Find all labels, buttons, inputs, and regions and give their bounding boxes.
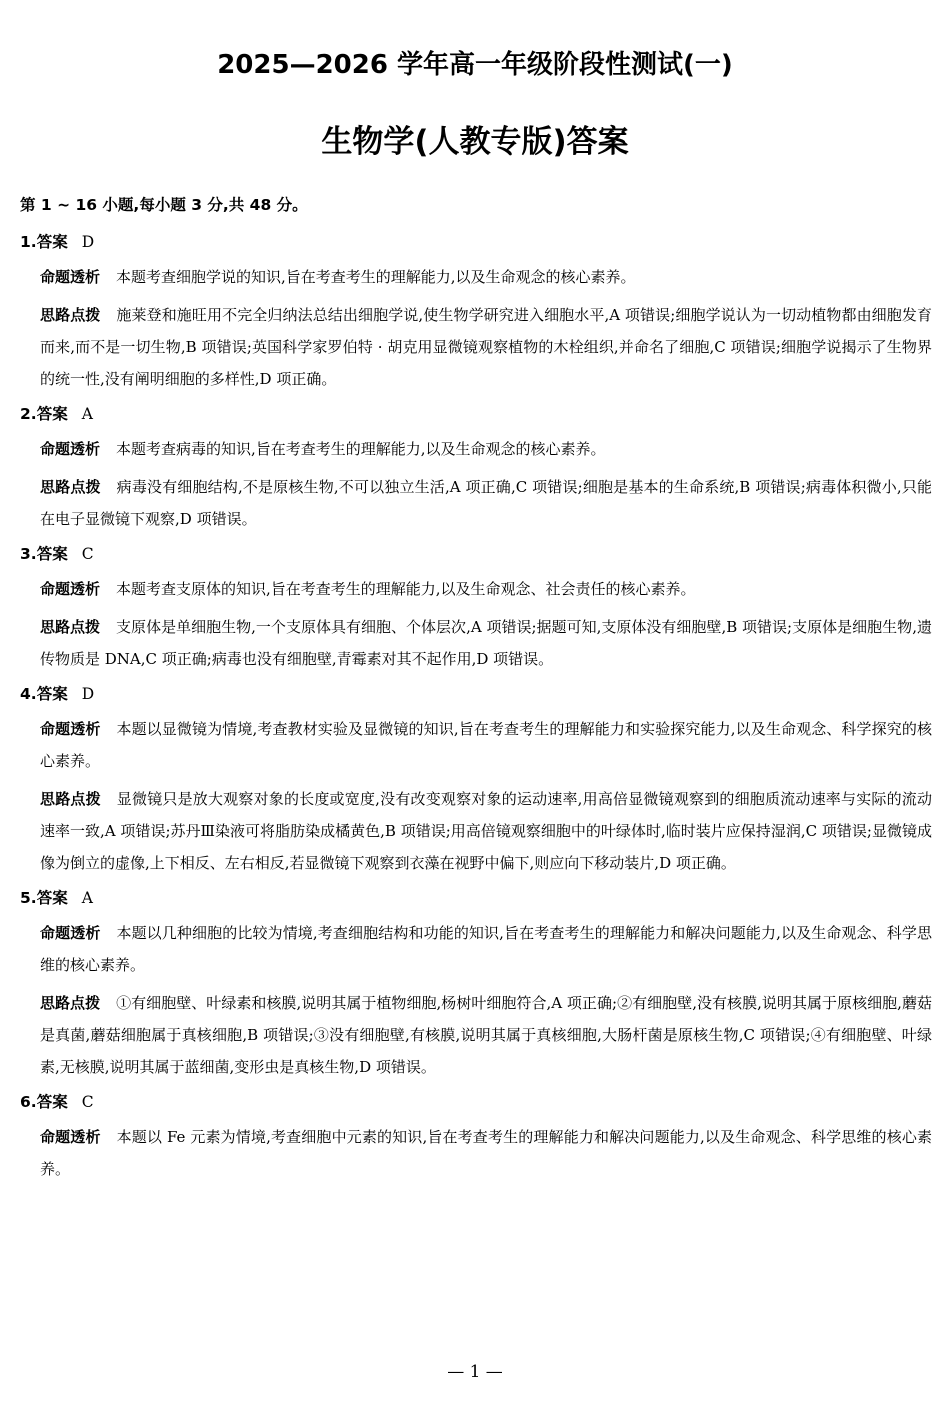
answer-line <box>20 401 932 427</box>
hint-paragraph <box>20 611 932 675</box>
question-4 <box>20 681 932 879</box>
hint-text: 显微镜只是放大观察对象的长度或宽度,没有改变观察对象的运动速率,用高倍显微镜观察到的细胞质流动速率与实际的流动速率一致,A 项错误;苏丹Ⅲ染液可将脂肪染成橘黄色,B 项错误;用高倍镜观察细胞中的叶绿体时,临时装片应保持湿润,C 项错误;显微镜成像为倒立的虚像,上下相反、左右相反,若显微镜下观察到衣藻在视野中偏下,则应向下移动装片,D 项正确。 <box>40 790 932 872</box>
analysis-label: 命题透析 <box>40 440 101 458</box>
answer-value: A <box>81 889 93 907</box>
question-2 <box>20 401 932 535</box>
hint-text: 施莱登和施旺用不完全归纳法总结出细胞学说,使生物学研究进入细胞水平,A 项错误;细胞学说认为一切动植物都由细胞发育而来,而不是一切生物,B 项错误;英国科学家罗伯特 · 胡克用显微镜观察植物的木栓组织,并命名了细胞,C 项错误;细胞学说揭示了生物界的统一性,没有阐明细胞的多样性,D 项正确。 <box>40 306 932 388</box>
answer-label: 答案 <box>36 405 68 423</box>
question-5 <box>20 885 932 1083</box>
question-1 <box>20 229 932 395</box>
question-number: 5. <box>20 889 37 907</box>
question-number: 3. <box>20 545 37 563</box>
answer-line <box>20 229 932 255</box>
question-number: 4. <box>20 685 37 703</box>
analysis-label: 命题透析 <box>40 268 101 286</box>
answer-label: 答案 <box>36 889 68 907</box>
analysis-label: 命题透析 <box>40 1128 101 1146</box>
question-number: 1. <box>20 233 37 251</box>
question-number: 2. <box>20 405 37 423</box>
analysis-text: 本题考查支原体的知识,旨在考查考生的理解能力,以及生命观念、社会责任的核心素养。 <box>116 580 696 598</box>
hint-paragraph <box>20 987 932 1083</box>
analysis-label: 命题透析 <box>40 580 101 598</box>
hint-paragraph <box>20 783 932 879</box>
hint-label: 思路点拨 <box>40 790 101 808</box>
analysis-text: 本题以 Fe 元素为情境,考查细胞中元素的知识,旨在考查考生的理解能力和解决问题能力,以及生命观念、科学思维的核心素养。 <box>40 1128 932 1178</box>
analysis-label: 命题透析 <box>40 720 101 738</box>
answer-value: C <box>81 1093 94 1111</box>
hint-text: ①有细胞壁、叶绿素和核膜,说明其属于植物细胞,杨树叶细胞符合,A 项正确;②有细胞壁,没有核膜,说明其属于原核细胞,蘑菇是真菌,蘑菇细胞属于真核细胞,B 项错误;③没有细胞壁,有核膜,说明其属于真核细胞,大肠杆菌是原核生物,C 项错误;④有细胞壁、叶绿素,无核膜,说明其属于蓝细菌,变形虫是真核生物,D 项错误。 <box>40 994 932 1076</box>
analysis-paragraph <box>20 713 932 777</box>
answer-label: 答案 <box>36 545 68 563</box>
questions-list <box>20 229 932 1185</box>
hint-label: 思路点拨 <box>40 618 101 636</box>
answer-label: 答案 <box>36 1093 68 1111</box>
analysis-paragraph <box>20 917 932 981</box>
answer-line <box>20 1089 932 1115</box>
analysis-text: 本题以几种细胞的比较为情境,考查细胞结构和功能的知识,旨在考查考生的理解能力和解决问题能力,以及生命观念、科学思维的核心素养。 <box>40 924 932 974</box>
answer-value: A <box>81 405 93 423</box>
question-3 <box>20 541 932 675</box>
page-number: — 1 — <box>447 1362 503 1382</box>
page-subtitle: 生物学(人教专版)答案 <box>321 124 629 160</box>
analysis-paragraph <box>20 261 932 293</box>
hint-text: 病毒没有细胞结构,不是原核生物,不可以独立生活,A 项正确,C 项错误;细胞是基本的生命系统,B 项错误;病毒体积微小,只能在电子显微镜下观察,D 项错误。 <box>40 478 932 528</box>
analysis-label: 命题透析 <box>40 924 101 942</box>
analysis-text: 本题考查细胞学说的知识,旨在考查考生的理解能力,以及生命观念的核心素养。 <box>116 268 636 286</box>
answer-line <box>20 541 932 567</box>
analysis-text: 本题考查病毒的知识,旨在考查考生的理解能力,以及生命观念的核心素养。 <box>116 440 606 458</box>
hint-text: 支原体是单细胞生物,一个支原体具有细胞、个体层次,A 项错误;据题可知,支原体没有细胞壁,B 项错误;支原体是细胞生物,遗传物质是 DNA,C 项正确;病毒也没有细胞壁,青霉素对其不起作用,D 项错误。 <box>40 618 932 668</box>
answer-value: C <box>81 545 94 563</box>
answer-line <box>20 681 932 707</box>
question-6 <box>20 1089 932 1185</box>
analysis-paragraph <box>20 573 932 605</box>
answer-value: D <box>81 685 95 703</box>
hint-label: 思路点拨 <box>40 478 101 496</box>
answer-label: 答案 <box>36 233 68 251</box>
section-intro: 第 1 ~ 16 小题,每小题 3 分,共 48 分。 <box>20 196 308 214</box>
hint-label: 思路点拨 <box>40 306 101 324</box>
answer-line <box>20 885 932 911</box>
analysis-text: 本题以显微镜为情境,考查教材实验及显微镜的知识,旨在考查考生的理解能力和实验探究能力,以及生命观念、科学探究的核心素养。 <box>40 720 932 770</box>
hint-label: 思路点拨 <box>40 994 101 1012</box>
analysis-paragraph <box>20 433 932 465</box>
analysis-paragraph <box>20 1121 932 1185</box>
hint-paragraph <box>20 471 932 535</box>
question-number: 6. <box>20 1093 37 1111</box>
page-title: 2025—2026 学年高一年级阶段性测试(一) <box>217 50 733 80</box>
hint-paragraph <box>20 299 932 395</box>
answer-value: D <box>81 233 95 251</box>
answer-label: 答案 <box>36 685 68 703</box>
